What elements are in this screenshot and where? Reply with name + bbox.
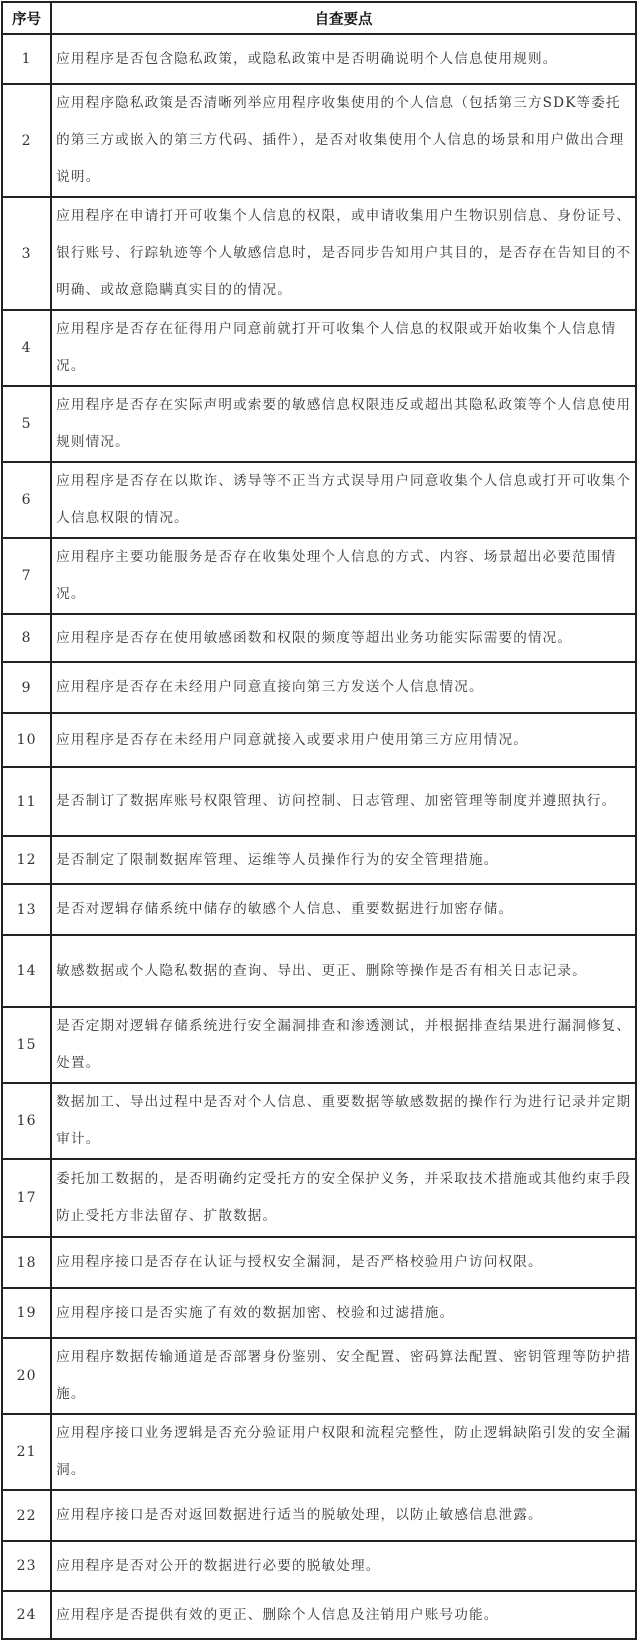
check-point-cell: 应用程序数据传输通道是否部署身份鉴别、安全配置、密码算法配置、密钥管理等防护措施。 [51, 1338, 636, 1414]
check-point-cell: 数据加工、导出过程中是否对个人信息、重要数据等敏感数据的操作行为进行记录并定期审计。 [51, 1083, 636, 1159]
serial-number-cell: 13 [2, 884, 51, 935]
check-point-cell: 是否制定了限制数据库管理、运维等人员操作行为的安全管理措施。 [51, 836, 636, 884]
check-point-cell: 应用程序接口是否实施了有效的数据加密、校验和过滤措施。 [51, 1288, 636, 1338]
table-row [2, 884, 636, 935]
serial-number-cell: 10 [2, 713, 51, 767]
check-point-cell: 委托加工数据的，是否明确约定受托方的安全保护义务，并采取技术措施或其他约束手段防止受托方非法留存、扩散数据。 [51, 1159, 636, 1237]
serial-number-cell: 12 [2, 836, 51, 884]
table-row [2, 1490, 636, 1541]
table-row [2, 386, 636, 462]
serial-number-cell: 2 [2, 84, 51, 197]
table-row [2, 1541, 636, 1591]
serial-number-cell: 5 [2, 386, 51, 462]
serial-number-cell: 16 [2, 1083, 51, 1159]
table-row [2, 1288, 636, 1338]
serial-number-cell: 17 [2, 1159, 51, 1237]
table-row [2, 462, 636, 538]
serial-number-cell: 23 [2, 1541, 51, 1591]
serial-number-cell: 3 [2, 197, 51, 310]
table-body [2, 34, 636, 1639]
serial-number-cell: 1 [2, 34, 51, 84]
table-row [2, 34, 636, 84]
table-row [2, 1414, 636, 1490]
check-point-cell: 是否制订了数据库账号权限管理、访问控制、日志管理、加密管理等制度并遵照执行。 [51, 767, 636, 836]
table-row [2, 1237, 636, 1288]
check-point-cell: 应用程序是否存在征得用户同意前就打开可收集个人信息的权限或开始收集个人信息情况。 [51, 310, 636, 386]
check-point-cell: 应用程序在申请打开可收集个人信息的权限，或申请收集用户生物识别信息、身份证号、银行账号、行踪轨迹等个人敏感信息时，是否同步告知用户其目的，是否存在告知目的不明确、或故意隐瞒真实目的的情况。 [51, 197, 636, 310]
serial-number-cell: 19 [2, 1288, 51, 1338]
table-row [2, 1159, 636, 1237]
serial-number-cell: 4 [2, 310, 51, 386]
serial-number-cell: 22 [2, 1490, 51, 1541]
serial-number-cell: 15 [2, 1007, 51, 1083]
serial-number-cell: 7 [2, 538, 51, 614]
header-serial-number: 序号 [2, 2, 51, 34]
check-point-cell: 应用程序主要功能服务是否存在收集处理个人信息的方式、内容、场景超出必要范围情况。 [51, 538, 636, 614]
table-header-row [2, 2, 636, 34]
serial-number-cell: 21 [2, 1414, 51, 1490]
header-check-point: 自查要点 [51, 2, 636, 34]
check-point-cell: 应用程序隐私政策是否清晰列举应用程序收集使用的个人信息（包括第三方SDK等委托的第三方或嵌入的第三方代码、插件），是否对收集使用个人信息的场景和用户做出合理说明。 [51, 84, 636, 197]
table-row [2, 614, 636, 662]
table-row [2, 310, 636, 386]
serial-number-cell: 8 [2, 614, 51, 662]
table-row [2, 197, 636, 310]
serial-number-cell: 20 [2, 1338, 51, 1414]
table-row [2, 767, 636, 836]
check-point-cell: 应用程序是否对公开的数据进行必要的脱敏处理。 [51, 1541, 636, 1591]
check-point-cell: 应用程序是否包含隐私政策，或隐私政策中是否明确说明个人信息使用规则。 [51, 34, 636, 84]
serial-number-cell: 14 [2, 935, 51, 1007]
serial-number-cell: 18 [2, 1237, 51, 1288]
serial-number-cell: 11 [2, 767, 51, 836]
self-check-table [1, 1, 637, 1640]
table-row [2, 1591, 636, 1639]
check-point-cell: 应用程序是否存在使用敏感函数和权限的频度等超出业务功能实际需要的情况。 [51, 614, 636, 662]
check-point-cell: 应用程序接口是否存在认证与授权安全漏洞，是否严格校验用户访问权限。 [51, 1237, 636, 1288]
check-point-cell: 敏感数据或个人隐私数据的查询、导出、更正、删除等操作是否有相关日志记录。 [51, 935, 636, 1007]
check-point-cell: 是否对逻辑存储系统中储存的敏感个人信息、重要数据进行加密存储。 [51, 884, 636, 935]
check-point-cell: 是否定期对逻辑存储系统进行安全漏洞排查和渗透测试，并根据排查结果进行漏洞修复、处置。 [51, 1007, 636, 1083]
serial-number-cell: 24 [2, 1591, 51, 1639]
check-point-cell: 应用程序是否存在以欺诈、诱导等不正当方式误导用户同意收集个人信息或打开可收集个人信息权限的情况。 [51, 462, 636, 538]
table-row [2, 1083, 636, 1159]
check-point-cell: 应用程序是否存在未经用户同意就接入或要求用户使用第三方应用情况。 [51, 713, 636, 767]
table-row [2, 935, 636, 1007]
table-row [2, 713, 636, 767]
table-row [2, 538, 636, 614]
check-point-cell: 应用程序接口业务逻辑是否充分验证用户权限和流程完整性，防止逻辑缺陷引发的安全漏洞。 [51, 1414, 636, 1490]
check-point-cell: 应用程序是否存在实际声明或索要的敏感信息权限违反或超出其隐私政策等个人信息使用规则情况。 [51, 386, 636, 462]
check-point-cell: 应用程序接口是否对返回数据进行适当的脱敏处理，以防止敏感信息泄露。 [51, 1490, 636, 1541]
table-row [2, 662, 636, 713]
table-row [2, 836, 636, 884]
check-point-cell: 应用程序是否存在未经用户同意直接向第三方发送个人信息情况。 [51, 662, 636, 713]
serial-number-cell: 9 [2, 662, 51, 713]
table-row [2, 1007, 636, 1083]
table-row [2, 84, 636, 197]
serial-number-cell: 6 [2, 462, 51, 538]
check-point-cell: 应用程序是否提供有效的更正、删除个人信息及注销用户账号功能。 [51, 1591, 636, 1639]
table-row [2, 1338, 636, 1414]
